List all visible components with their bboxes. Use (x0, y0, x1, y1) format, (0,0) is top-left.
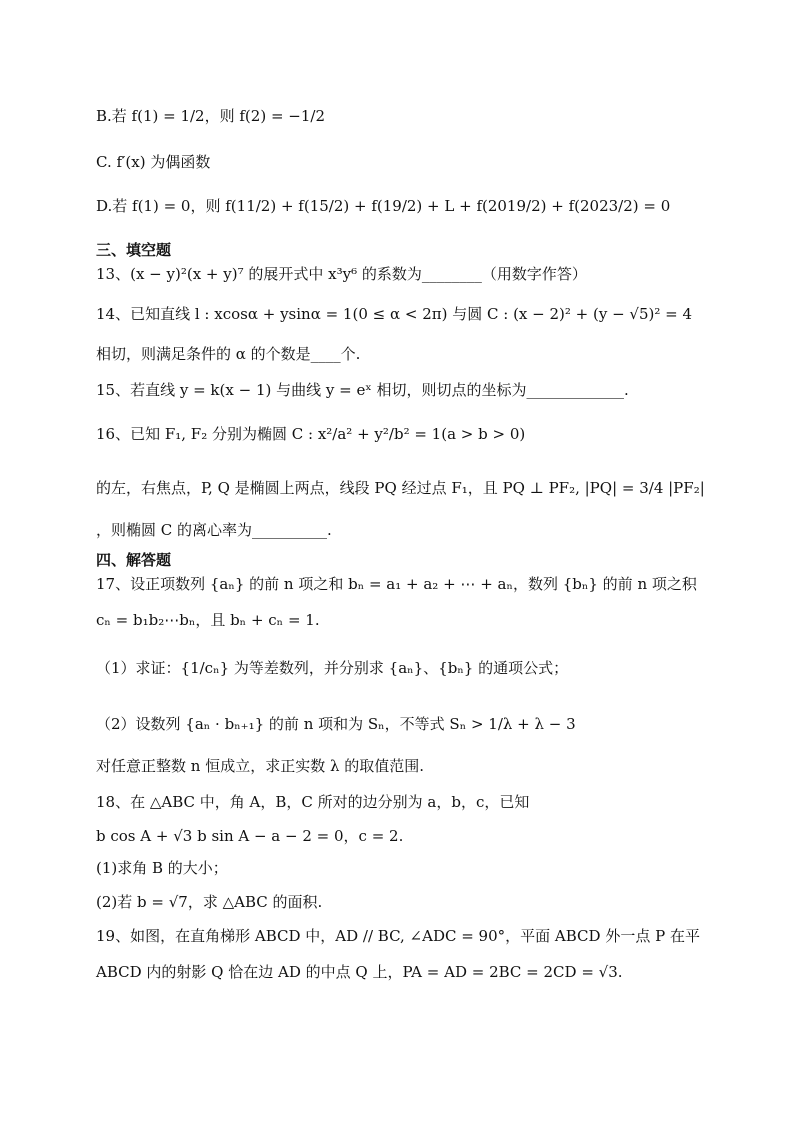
question-17-part-2: （2）设数列 {aₙ · bₙ₊₁} 的前 n 项和为 Sₙ，不等式 Sₙ > 1/λ + λ − 3 (96, 715, 576, 733)
question-15: 15、若直线 y = k(x − 1) 与曲线 y = eˣ 相切，则切点的坐标为_____________. (96, 381, 629, 399)
question-19-line-2: ABCD 内的射影 Q 恰在边 AD 的中点 Q 上，PA = AD = 2BC = 2CD = √3. (96, 963, 623, 981)
question-16-line-1: 16、已知 F₁, F₂ 分别为椭圆 C : x²/a² + y²/b² = 1(a > b > 0) (96, 425, 526, 443)
option-d: D.若 f(1) = 0，则 f(11/2) + f(15/2) + f(19/2) + L + f(2019/2) + f(2023/2) = 0 (96, 197, 671, 215)
option-b: B.若 f(1) = 1/2，则 f(2) = −1/2 (96, 107, 325, 125)
question-18-part-1: (1)求角 B 的大小； (96, 859, 228, 877)
section-heading-fill-blank: 三、填空题 (96, 241, 172, 259)
question-17-line-3: 对任意正整数 n 恒成立，求正实数 λ 的取值范围. (96, 757, 425, 775)
option-c: C. f′(x) 为偶函数 (96, 153, 211, 171)
question-13: 13、(x − y)²(x + y)⁷ 的展开式中 x³y⁶ 的系数为________（用数字作答） (96, 265, 587, 283)
question-16-line-2: 的左，右焦点，P, Q 是椭圆上两点，线段 PQ 经过点 F₁，且 PQ ⊥ PF₂, |PQ| = 3/4 |PF₂| (96, 479, 705, 497)
question-17-part-1: （1）求证：{1/cₙ} 为等差数列，并分别求 {aₙ}、{bₙ} 的通项公式； (96, 659, 569, 677)
question-17-line-1: 17、设正项数列 {aₙ} 的前 n 项之和 bₙ = a₁ + a₂ + ⋯ + aₙ，数列 {bₙ} 的前 n 项之积 (96, 575, 697, 593)
question-18-line-2: b cos A + √3 b sin A − a − 2 = 0，c = 2. (96, 827, 404, 845)
question-18-line-1: 18、在 △ABC 中，角 A，B，C 所对的边分别为 a，b，c，已知 (96, 793, 530, 811)
question-14-line-1: 14、已知直线 l : xcosα + ysinα = 1(0 ≤ α < 2π) 与圆 C : (x − 2)² + (y − √5)² = 4 (96, 305, 693, 323)
section-heading-answer: 四、解答题 (96, 551, 172, 569)
question-17-line-2: cₙ = b₁b₂⋯bₙ，且 bₙ + cₙ = 1. (96, 611, 320, 629)
question-16-line-3: ，则椭圆 C 的离心率为__________. (96, 521, 332, 539)
question-18-part-2: (2)若 b = √7，求 △ABC 的面积. (96, 893, 323, 911)
question-19-line-1: 19、如图，在直角梯形 ABCD 中，AD // BC, ∠ADC = 90°，平面 ABCD 外一点 P 在平 (96, 927, 700, 945)
question-14-line-2: 相切，则满足条件的 α 的个数是____个. (96, 345, 361, 363)
